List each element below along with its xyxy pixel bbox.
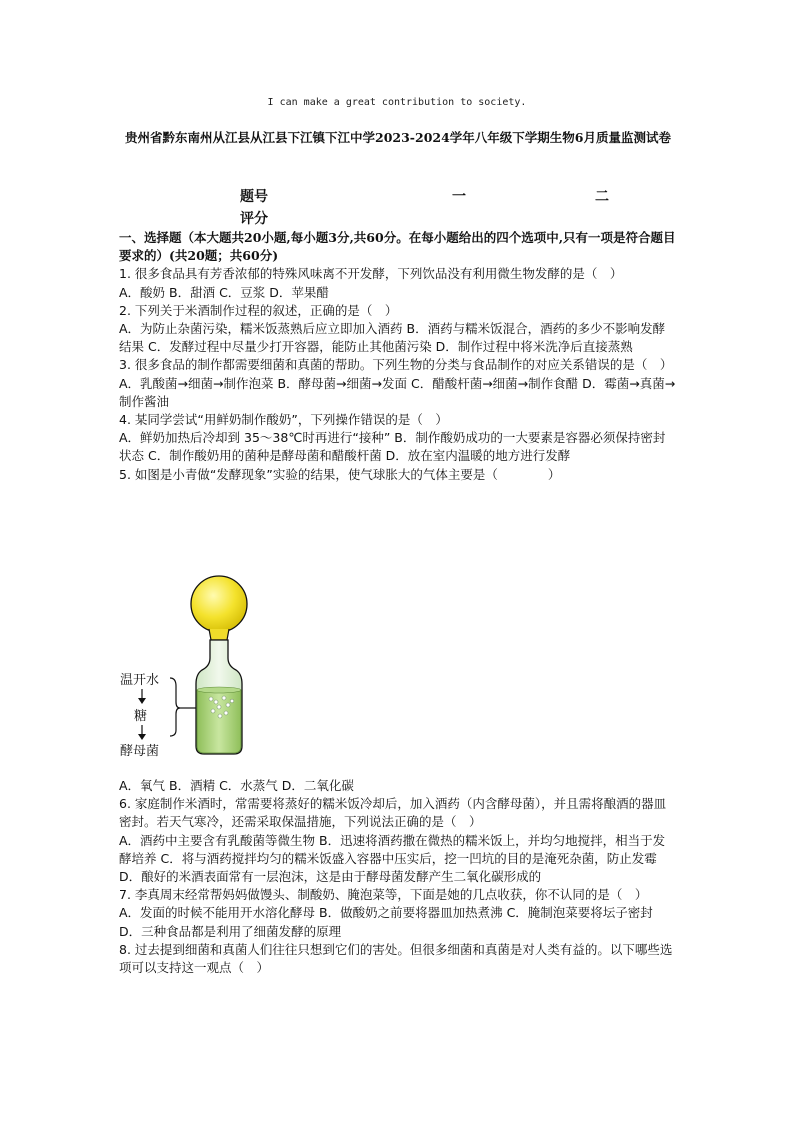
question-4: [119, 411, 677, 466]
question-5: [119, 466, 677, 484]
question-stem: 5. 如图是小青做“发酵现象”实验的结果，使气球胀大的气体主要是（ ）: [119, 466, 561, 482]
page-title: 贵州省黔东南州从江县从江县下江镇下江中学2023-2024学年八年级下学期生物6月质量监测试卷: [125, 130, 671, 145]
section-heading: 一、选择题（本大题共20小题,每小题3分,共60分。在每小题给出的四个选项中,只有一项是符合题目要求的）(共20题；共60分): [119, 230, 676, 264]
label-warm-water: 温开水: [120, 673, 160, 688]
question-2: [119, 302, 677, 357]
score-row-label: 题号: [240, 189, 268, 205]
fermentation-figure: [116, 574, 276, 764]
balloon-neck: [209, 629, 229, 640]
question-options: A．发面的时候不能用开水溶化酵母 B．做酸奶之前要将器皿加热煮沸 C．腌制泡菜要将坛子密封 D．三种食品都是利用了细菌发酵的原理: [119, 905, 653, 939]
score-col-2: 二: [595, 189, 609, 205]
question-options: A．为防止杂菌污染，糯米饭蒸熟后应立即加入酒药 B．酒药与糯米饭混合，酒药的多少不影响发酵结果 C．发酵过程中尽量少打开容器，能防止其他菌污染 D．制作过程中将米洗净后直接蒸熟: [119, 321, 666, 355]
question-options: A．酒药中主要含有乳酸菌等微生物 B．迅速将酒药撒在微热的糯米饭上，并均匀地搅拌，相当于发酵培养 C．将与酒药搅拌均匀的糯米饭盛入容器中压实后，挖一凹坑的目的是淹死杂菌，防止发霉 D．酿好的米酒表面常有一层泡沫，这是由于酵母菌发酵产生二氧化碳形成的: [119, 832, 666, 885]
brace: [170, 678, 180, 736]
question-stem: 7. 李真周末经常帮妈妈做馒头、制酸奶、腌泡菜等，下面是她的几点收获，你不认同的是（ ）: [119, 887, 648, 903]
bottle-balloon-diagram: [116, 574, 276, 764]
label-sugar: 糖: [134, 709, 148, 724]
questions-part-1: [119, 229, 677, 484]
motto-line: I can make a great contribution to society.: [267, 97, 527, 108]
question-options: A．酸奶 B．甜酒 C．豆浆 D．苹果醋: [119, 284, 329, 300]
questions-part-2: [119, 777, 677, 977]
question-3: [119, 356, 677, 411]
question-8: [119, 941, 677, 977]
question-stem: 4. 某同学尝试“用鲜奶制作酸奶”，下列操作错误的是（ ）: [119, 412, 448, 428]
question-stem: 6. 家庭制作米酒时，常需要将蒸好的糯米饭冷却后，加入酒药（内含酵母菌），并且需将酿酒的器皿密封。若天气寒冷，还需采取保温措施，下列说法正确的是（ ）: [119, 796, 667, 830]
question-stem: 3. 很多食品的制作都需要细菌和真菌的帮助。下列生物的分类与食品制作的对应关系错误的是（ ）: [119, 357, 673, 373]
score-row2-label: 评分: [240, 211, 268, 227]
question-5-options: A．氧气 B．酒精 C．水蒸气 D．二氧化碳: [119, 778, 354, 793]
balloon: [191, 576, 247, 632]
question-options: A．鲜奶加热后冷却到 35～38℃时再进行“接种” B．制作酸奶成功的一大要素是容器必须保持密封状态 C．制作酸奶用的菌种是酵母菌和醋酸杆菌 D．放在室内温暖的地方进行发酵: [119, 430, 666, 464]
question-1: [119, 265, 677, 301]
score-col-1: 一: [452, 189, 466, 205]
question-options: A．乳酸菌→细菌→制作泡菜 B．酵母菌→细菌→发面 C．醋酸杆菌→细菌→制作食醋 D．霉菌→真菌→制作酱油: [119, 375, 676, 409]
question-stem: 1. 很多食品具有芳香浓郁的特殊风味离不开发酵，下列饮品没有利用微生物发酵的是（ ）: [119, 266, 623, 282]
question-stem: 2. 下列关于米酒制作过程的叙述，正确的是（ ）: [119, 302, 398, 318]
question-7: [119, 886, 677, 941]
liquid: [197, 690, 241, 753]
label-yeast: 酵母菌: [120, 744, 160, 759]
question-stem: 8. 过去提到细菌和真菌人们往往只想到它们的害处。但很多细菌和真菌是对人类有益的。以下哪些选项可以支持这一观点（ ）: [119, 941, 673, 976]
question-6: [119, 795, 677, 886]
